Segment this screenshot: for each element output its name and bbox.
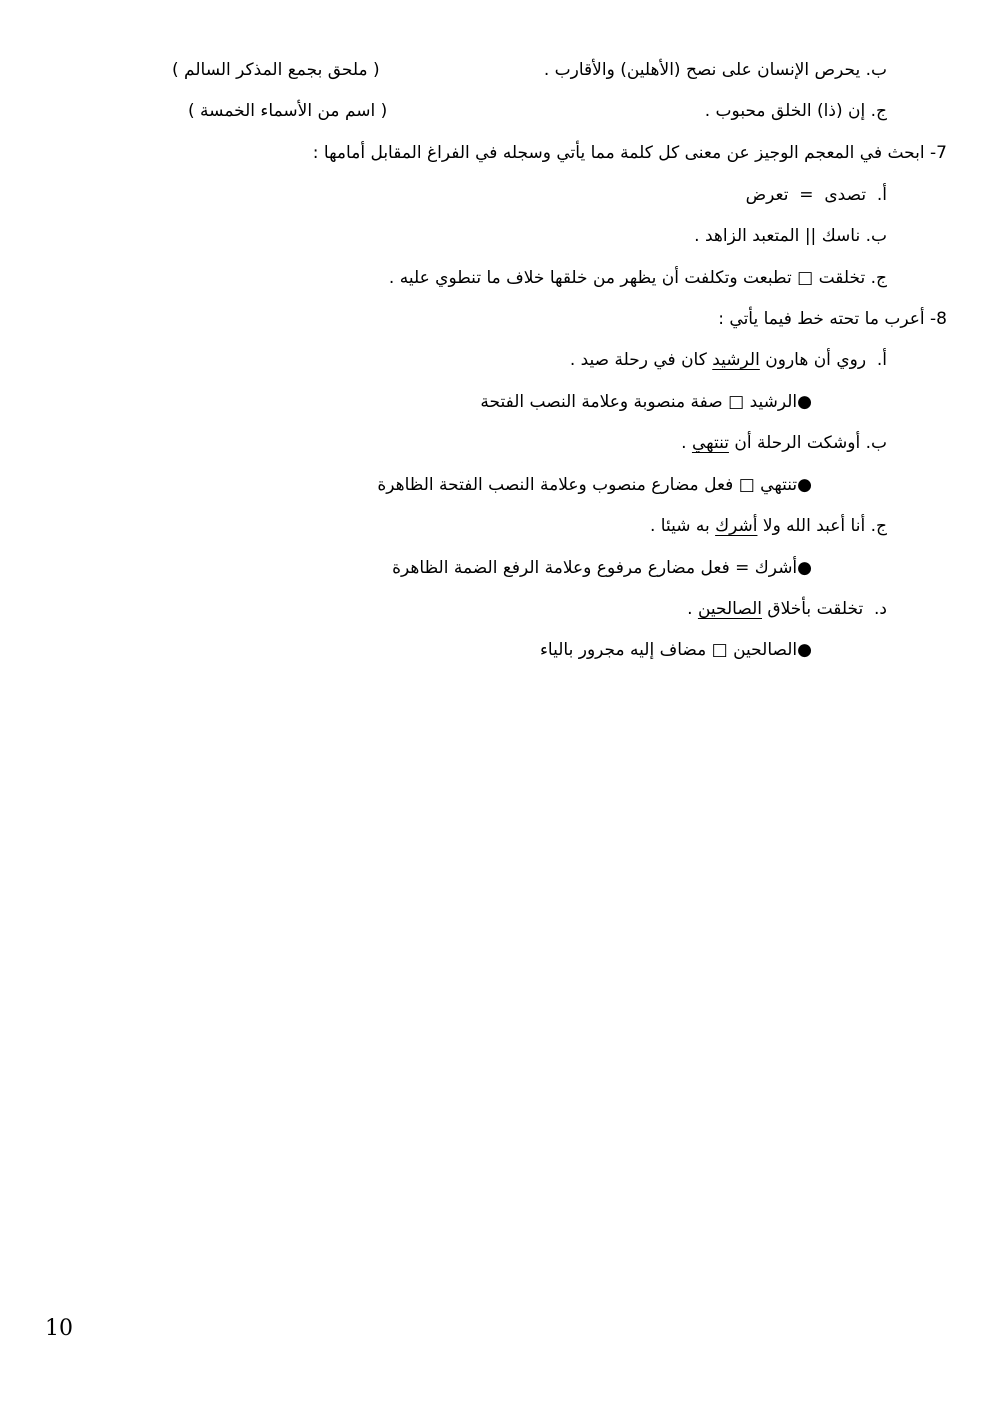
question-number: 8-: [930, 309, 947, 329]
word: ناسك: [821, 226, 861, 246]
separator: =: [799, 185, 814, 205]
item-text: إن (ذا) الخلق محبوب .: [704, 101, 866, 121]
q8-answer-c: [392, 556, 812, 580]
answer-text: مضاف إليه مجرور بالياء: [539, 640, 707, 660]
answer-word: أشرك: [754, 558, 798, 578]
q7-item-c: [389, 266, 887, 290]
item-b-line: [544, 58, 887, 82]
separator: =: [735, 558, 750, 578]
sentence-post: .: [687, 599, 693, 619]
underlined-word: أشرك: [715, 516, 758, 536]
word: تخلقت: [818, 268, 866, 288]
meaning: المتعبد الزاهد .: [694, 226, 800, 246]
word: تصدى: [824, 185, 867, 205]
answer-text: فعل مضارع منصوب وعلامة النصب الفتحة الظاهرة: [377, 475, 734, 495]
item-marker: أ.: [876, 185, 887, 205]
meaning: تطبعت وتكلفت أن يظهر من خلقها خلاف ما تنطوي عليه .: [388, 268, 792, 288]
sentence-post: .: [681, 433, 687, 453]
answer-text: صفة منصوبة وعلامة النصب الفتحة: [480, 392, 723, 412]
item-text: يحرص الإنسان على نصح (الأهلين) والأقارب .: [543, 60, 861, 80]
answer-word: الرشيد: [749, 392, 798, 412]
answer-text: فعل مضارع مرفوع وعلامة الرفع الضمة الظاهرة: [392, 558, 730, 578]
page-number: 10: [45, 1316, 73, 1341]
item-marker: ب.: [865, 60, 887, 80]
item-j-line: [705, 99, 887, 123]
bullet-icon: ●: [797, 475, 812, 495]
bullet-icon: ●: [797, 392, 812, 412]
sentence-pre: تخلقت بأخلاق: [767, 599, 864, 619]
separator: □: [738, 475, 755, 495]
question-8: [718, 307, 947, 331]
separator: □: [711, 640, 728, 660]
bullet-icon: ●: [797, 640, 812, 660]
separator: □: [728, 392, 745, 412]
item-marker: د.: [874, 599, 887, 619]
question-text: ابحث في المعجم الوجيز عن معنى كل كلمة مما يأتي وسجله في الفراغ المقابل أمامها :: [312, 143, 925, 163]
answer-word: الصالحين: [733, 640, 798, 660]
bullet-icon: ●: [797, 558, 812, 578]
q8-answer-d: [540, 638, 812, 662]
item-marker: ج.: [870, 101, 887, 121]
sentence-pre: أنا أعبد الله ولا: [762, 516, 866, 536]
q8-item-d: [687, 597, 887, 621]
q8-item-c: [650, 514, 887, 538]
q8-item-b: [681, 431, 887, 455]
item-j-note: ( اسم من الأسماء الخمسة ): [188, 101, 388, 121]
underlined-word: الرشيد: [712, 350, 760, 370]
item-marker: ب.: [865, 433, 887, 453]
item-marker: ج.: [870, 516, 887, 536]
q7-item-a: [746, 183, 887, 207]
sentence-post: كان في رحلة صيد .: [569, 350, 707, 370]
sentence-post: به شيئا .: [649, 516, 710, 536]
underlined-word: الصالحين: [697, 599, 762, 619]
separator: □: [797, 268, 814, 288]
question-number: 7-: [930, 143, 947, 163]
answer-word: تنتهي: [760, 475, 798, 495]
question-7: [313, 141, 947, 165]
meaning: تعرض: [745, 185, 789, 205]
separator: ||: [804, 226, 817, 246]
sentence-pre: أوشكت الرحلة أن: [734, 433, 861, 453]
item-marker: أ.: [876, 350, 887, 370]
q7-item-b: [694, 224, 887, 248]
q8-answer-b: [377, 473, 812, 497]
q8-item-a: [570, 348, 887, 372]
question-text: أعرب ما تحته خط فيما يأتي :: [718, 309, 925, 329]
q8-answer-a: [480, 390, 812, 414]
underlined-word: تنتهي: [691, 433, 729, 453]
sentence-pre: روي أن هارون: [765, 350, 867, 370]
item-b-note: ( ملحق بجمع المذكر السالم ): [172, 60, 380, 80]
item-marker: ج.: [870, 268, 887, 288]
item-marker: ب.: [865, 226, 887, 246]
